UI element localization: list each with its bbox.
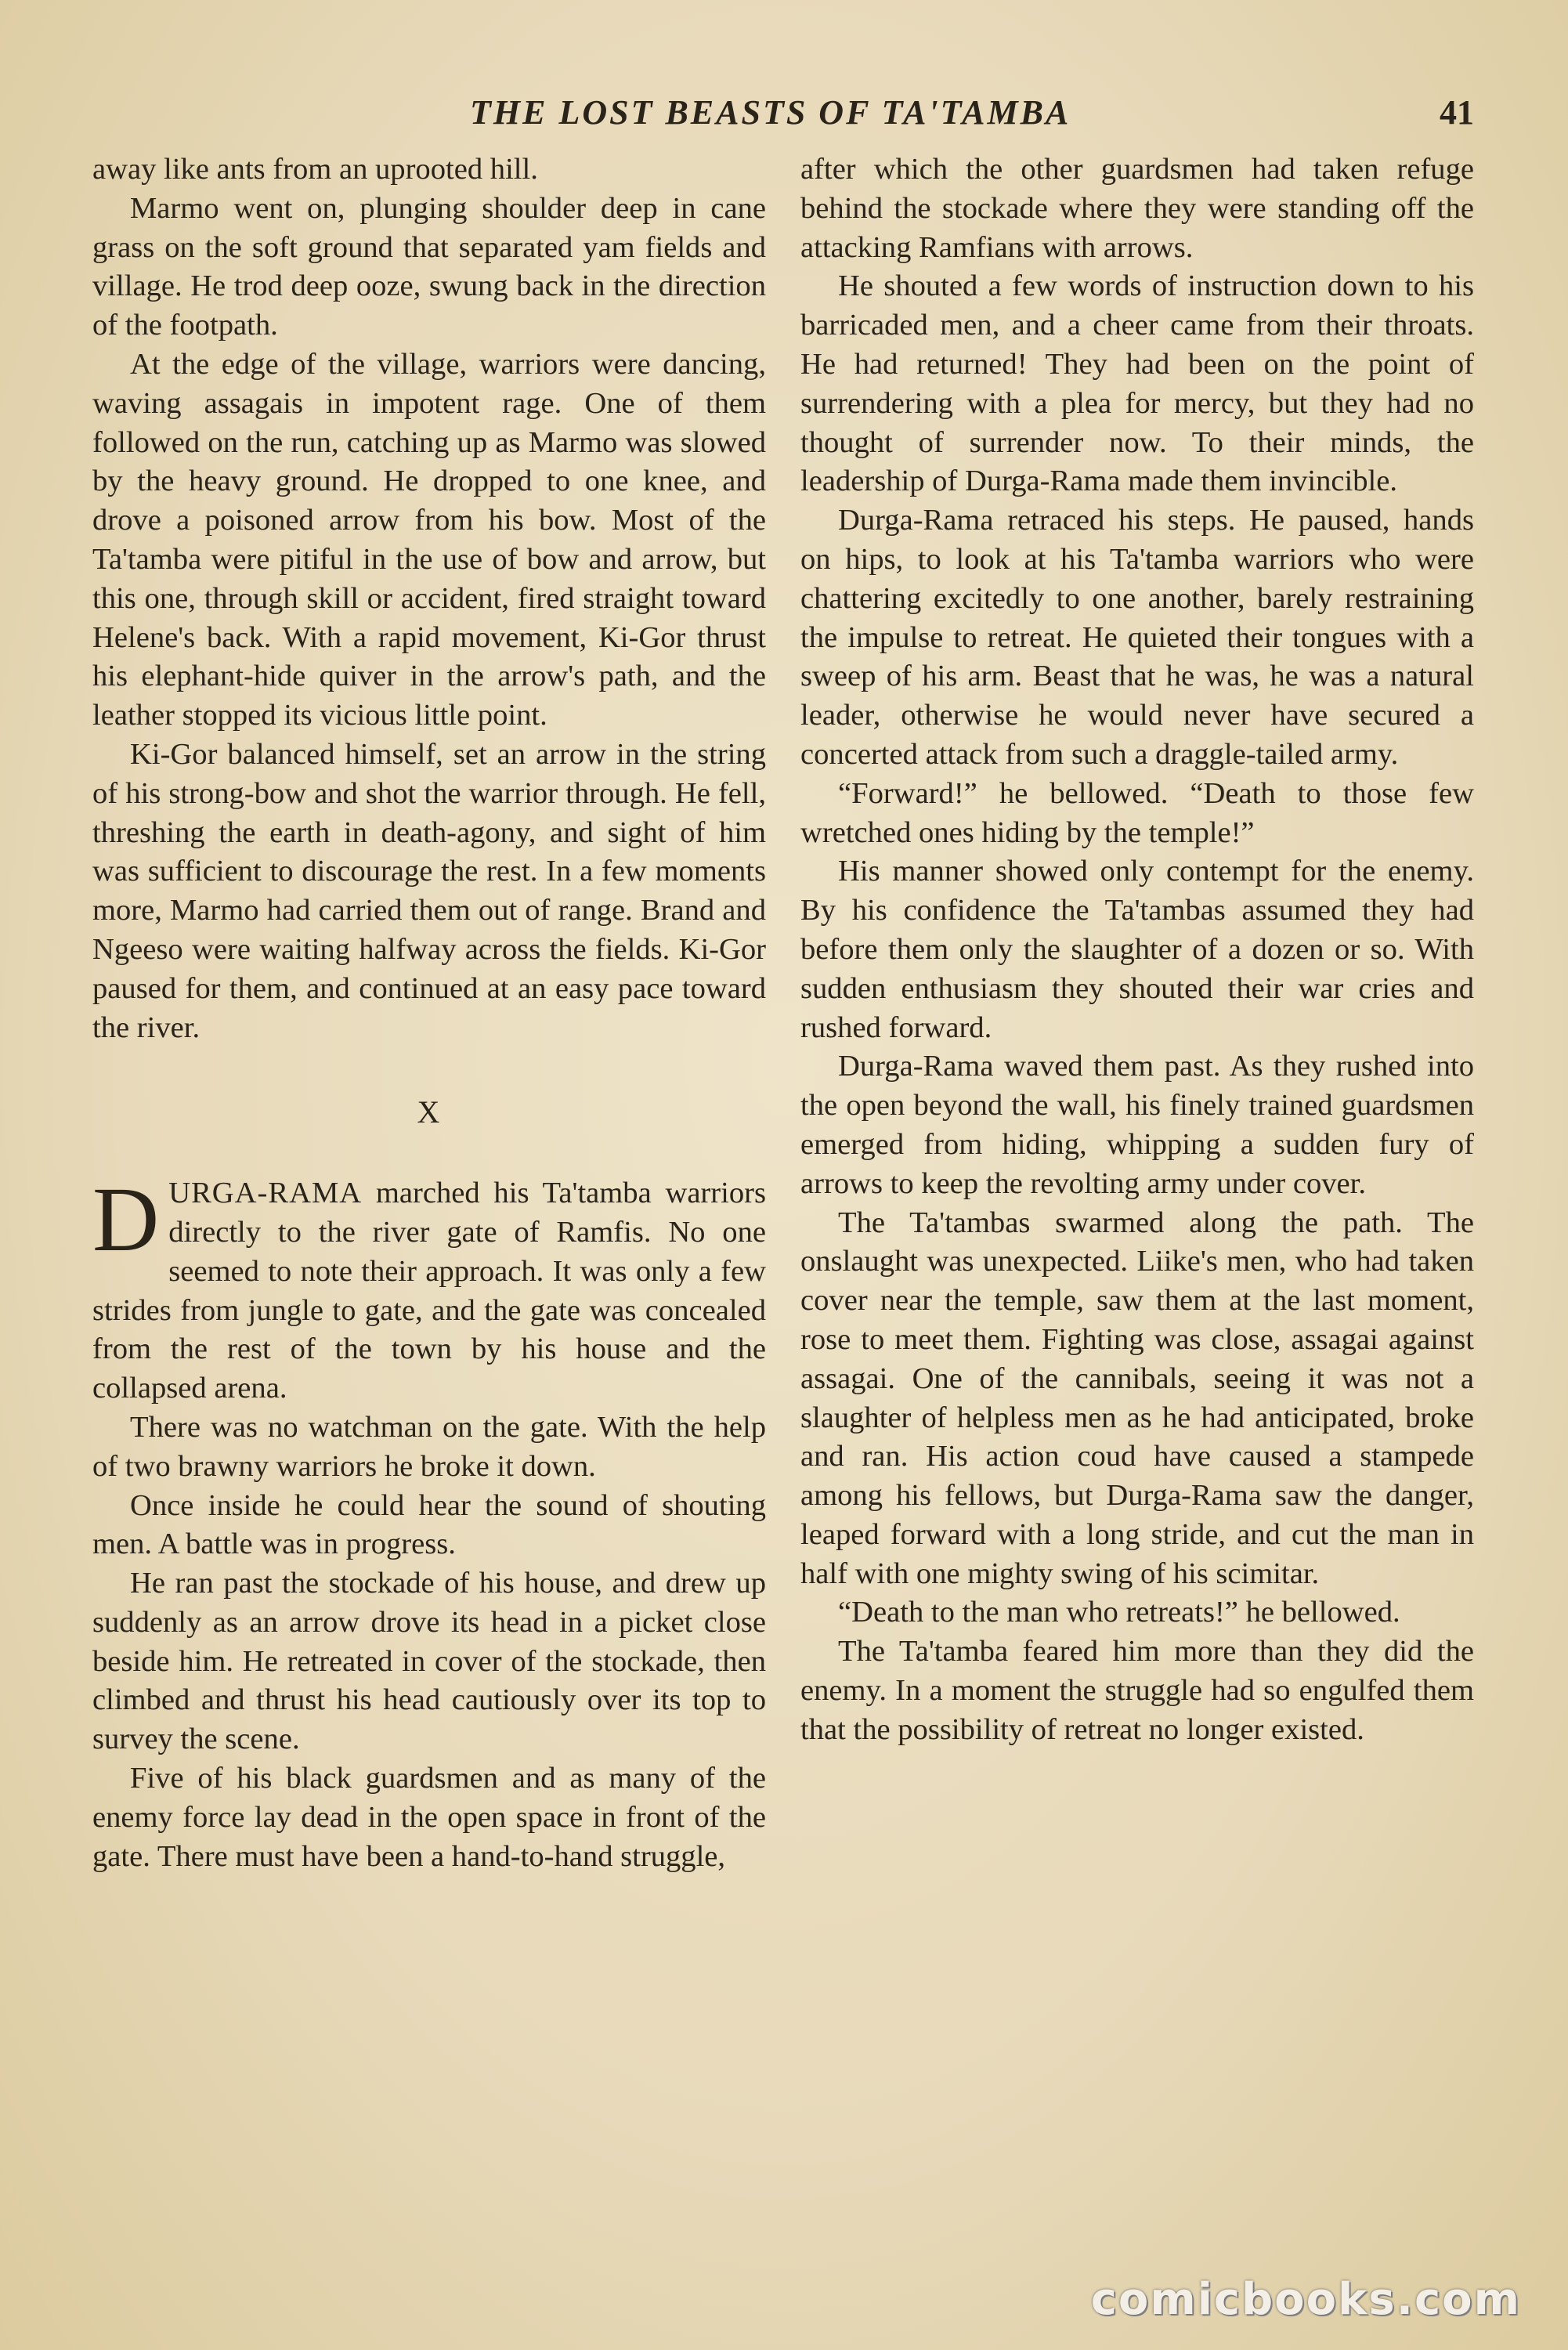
paragraph: “Death to the man who retreats!” he bellowed. xyxy=(838,1596,1400,1629)
left-column xyxy=(92,150,766,1876)
right-column xyxy=(800,150,1474,1750)
drop-cap-rest: marched his Ta'tamba warriors directly to the river gate of Ramfis. No one seemed to note their approach. It was only a few strides from jungle to gate, and the gate was concealed from the rest of the town by his house and the collapsed arena. xyxy=(92,1177,766,1405)
paragraph: He ran past the stockade of his house, and drew up suddenly as an arrow drove its head in a picket close beside him. He retreated in cover of the stockade, then climbed and thrust his head cautiously over its top to survey the scene. xyxy=(92,1567,766,1756)
chapter-numeral: X xyxy=(417,1094,442,1130)
paragraph: Five of his black guardsmen and as many of the enemy force lay dead in the open space in front of the gate. There must have been a hand-to-hand struggle, xyxy=(92,1762,766,1873)
paragraph: The Ta'tambas swarmed along the path. The onslaught was unexpected. Liike's men, who had taken cover near the temple, saw them at the last moment, rose to meet them. Fighting was close, assagai against assagai. One of the cannibals, seeing it was not a slaughter of helpless men as he had anticipated, broke and ran. His action coud have caused a stampede among his fellows, but Durga-Rama saw the danger, leaped forward with a long stride, and cut the man in half with one mighty swing of his scimitar. xyxy=(800,1206,1474,1590)
paragraph: His manner showed only contempt for the enemy. By his confidence the Ta'tambas assumed they had before them only the slaughter of a dozen or so. With sudden enthusiasm they shouted their war cries and rushed forward. xyxy=(800,855,1474,1044)
paragraph: away like ants from an uprooted hill. xyxy=(92,153,538,186)
drop-cap-smallcaps: URGA-RAMA xyxy=(168,1177,363,1210)
watermark-logo: comicbooks.com xyxy=(1090,2274,1521,2325)
paragraph: “Forward!” he bellowed. “Death to those few wretched ones hiding by the temple!” xyxy=(800,776,1474,849)
running-title: THE LOST BEASTS OF TA'TAMBA xyxy=(470,93,1071,132)
paragraph: Durga-Rama retraced his steps. He paused, hands on hips, to look at his Ta'tamba warriors who were chattering excitedly to one another, barely restraining the impulse to retreat. He quieted their tongues with a sweep of his arm. Beast that he was, he was a natural leader, otherwise he would never have secured a concerted attack from such a draggle-tailed army. xyxy=(800,504,1474,771)
chapter-opening-paragraph xyxy=(92,1168,766,1408)
page-number: 41 xyxy=(1440,93,1474,132)
paragraph: Marmo went on, plunging shoulder deep in cane grass on the soft ground that separated yam fields and village. He trod deep ooze, swung back in the direction of the footpath. xyxy=(92,191,766,342)
paragraph: He shouted a few words of instruction down to his barricaded men, and a cheer came from their throats. He had returned! They had been on the point of surrendering with a plea for mercy, but they had no thought of surrender now. To their minds, the leadership of Durga-Rama made them invincible. xyxy=(800,269,1474,498)
page-header xyxy=(0,92,1568,147)
paragraph: There was no watchman on the gate. With the help of two brawny warriors he broke it down. xyxy=(92,1410,766,1483)
paragraph: The Ta'tamba feared him more than they did the enemy. In a moment the struggle had so engulfed them that the possibility of retreat no longer existed. xyxy=(800,1635,1474,1746)
drop-cap-letter: D xyxy=(92,1168,160,1271)
paragraph: Ki-Gor balanced himself, set an arrow in the string of his strong-bow and shot the warrior through. He fell, threshing the earth in death-agony, and sight of him was sufficient to discourage the rest. In a few moments more, Marmo had carried them out of range. Brand and Ngeeso were waiting halfway across the fields. Ki-Gor paused for them, and continued at an easy pace toward the river. xyxy=(92,737,766,1044)
paragraph: after which the other guardsmen had taken refuge behind the stockade where they were standing off the attacking Ramfians with arrows. xyxy=(800,153,1474,264)
paragraph: Durga-Rama waved them past. As they rushed into the open beyond the wall, his finely trained guardsmen emerged from hiding, whipping a sudden fury of arrows to keep the revolting army under cover. xyxy=(800,1050,1474,1200)
paragraph: At the edge of the village, warriors were dancing, waving assagais in impotent rage. One of them followed on the run, catching up as Marmo was slowed by the heavy ground. He dropped to one knee, and drove a poisoned arrow from his bow. Most of the Ta'tamba were pitiful in the use of bow and arrow, but this one, through skill or accident, fired straight toward Helene's back. With a rapid movement, Ki-Gor thrust his elephant-hide quiver in the arrow's path, and the leather stopped its vicious little point. xyxy=(92,347,766,732)
paragraph: Once inside he could hear the sound of shouting men. A battle was in progress. xyxy=(92,1488,766,1561)
